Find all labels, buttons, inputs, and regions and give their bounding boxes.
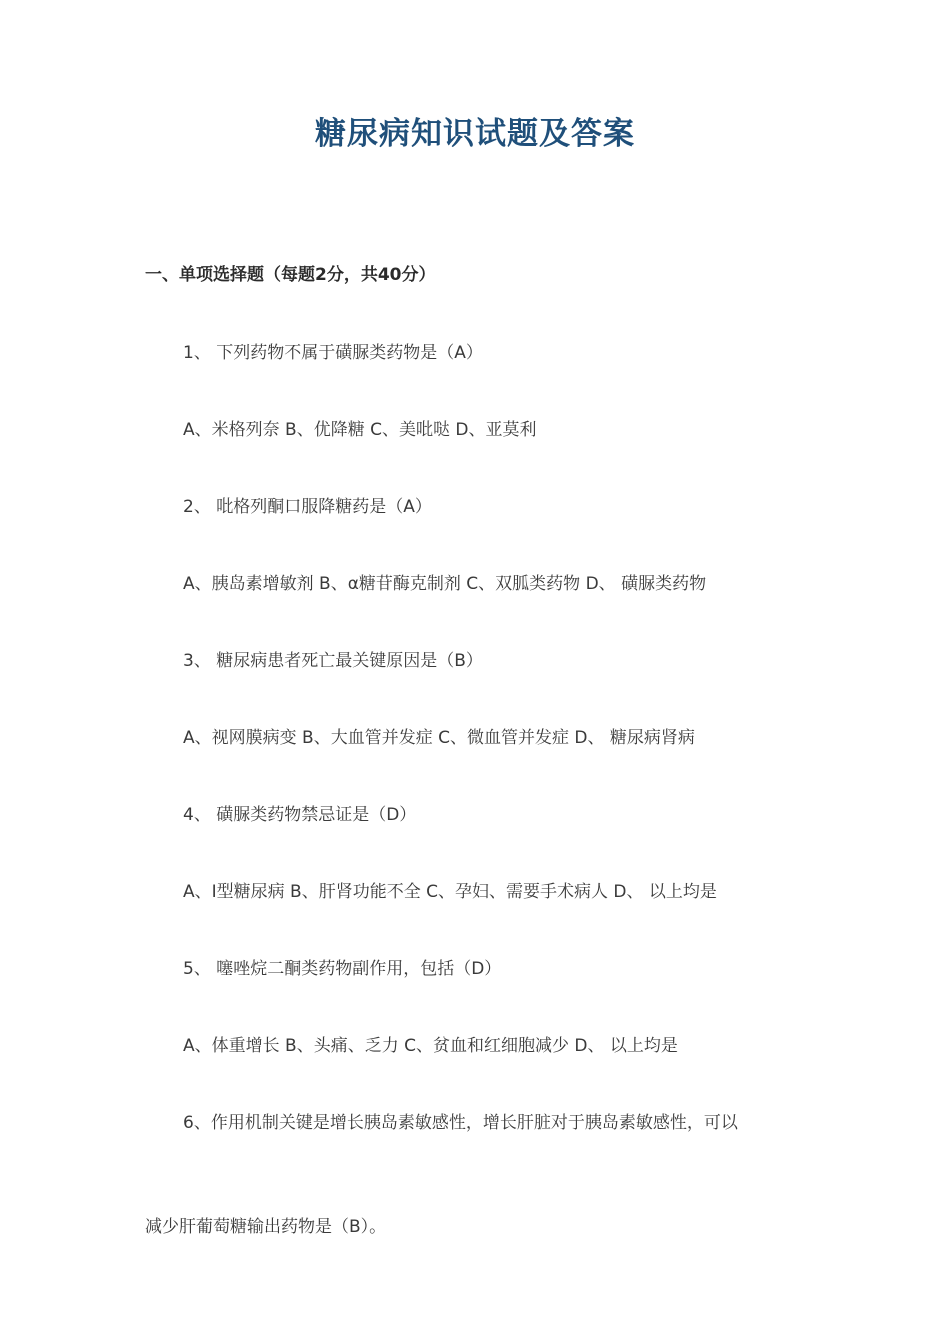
- question-2-options: A、胰岛素增敏剂 B、α糖苷酶克制剂 C、双胍类药物 D、 磺脲类药物: [183, 574, 707, 594]
- question-6: 6、作用机制关键是增长胰岛素敏感性，增长肝脏对于胰岛素敏感性，可以: [183, 1113, 738, 1133]
- document-title: 糖尿病知识试题及答案: [315, 116, 635, 152]
- question-1-options: A、米格列奈 B、优降糖 C、美吡哒 D、亚莫利: [183, 420, 537, 440]
- section-heading: 一、单项选择题（每题2分，共40分）: [145, 265, 436, 285]
- question-3: 3、 糖尿病患者死亡最关键原因是（B）: [183, 651, 483, 671]
- question-1: 1、 下列药物不属于磺脲类药物是（A）: [183, 343, 483, 363]
- question-3-options: A、视网膜病变 B、大血管并发症 C、微血管并发症 D、 糖尿病肾病: [183, 728, 695, 748]
- question-4-options: A、I型糖尿病 B、肝肾功能不全 C、孕妇、需要手术病人 D、 以上均是: [183, 882, 717, 902]
- question-6-continued: 减少肝葡萄糖输出药物是（B）。: [145, 1217, 387, 1237]
- question-4: 4、 磺脲类药物禁忌证是（D）: [183, 805, 417, 825]
- question-5: 5、 噻唑烷二酮类药物副作用，包括（D）: [183, 959, 502, 979]
- question-2: 2、 吡格列酮口服降糖药是（A）: [183, 497, 432, 517]
- question-5-options: A、体重增长 B、头痛、乏力 C、贫血和红细胞减少 D、 以上均是: [183, 1036, 678, 1056]
